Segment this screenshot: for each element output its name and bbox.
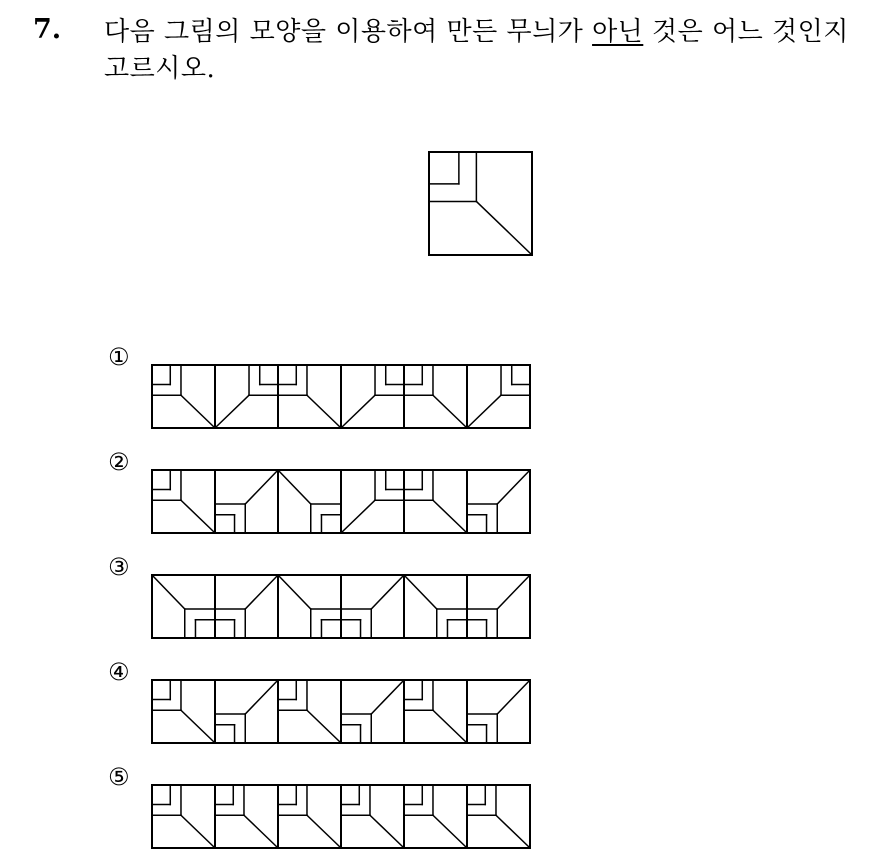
tile-line [371,575,404,609]
choice-number-1[interactable]: ① [108,343,130,371]
tile-line [341,500,375,533]
tile-line [215,395,249,428]
pattern-tile [341,365,404,428]
tile-line [467,395,501,428]
pattern-tile [278,680,341,743]
pattern-tile [341,680,404,743]
tile-line [496,815,530,848]
tile-line [433,395,467,428]
tile-line [244,815,278,848]
choice-pattern-4 [152,680,530,743]
question-underlined-word: 아닌 [592,17,644,47]
pattern-tile [152,575,215,638]
pattern-tile [404,470,467,533]
choice-pattern-5 [152,785,530,848]
question-text-line2: 고르시오. [104,54,216,84]
pattern-tile [404,575,467,638]
pattern-tile [467,680,530,743]
pattern-tile [278,575,341,638]
reference-tile-shape [429,152,532,255]
tile-line [341,395,375,428]
pattern-tile [152,785,215,848]
tile-line [181,710,215,743]
pattern-tile [467,575,530,638]
reference-tile [429,152,532,255]
tile-line [181,395,215,428]
tile-line [370,815,404,848]
pattern-tile [278,785,341,848]
tile-line [181,500,215,533]
pattern-tile [215,365,278,428]
tile-line [404,575,437,609]
tile-line [278,575,311,609]
tile-line [245,680,278,714]
choice-number-4[interactable]: ④ [108,658,130,686]
choice-patterns [152,365,530,848]
pattern-tile [215,470,278,533]
tile-line [307,815,341,848]
question-text-part1: 다음 그림의 모양을 이용하여 만든 무늬가 [104,17,593,47]
tile-line [433,710,467,743]
tile-line [371,680,404,714]
tile-line [433,500,467,533]
question-number: 7. [33,14,62,45]
pattern-tile [152,470,215,533]
choice-pattern-3 [152,575,530,638]
tile-line [497,680,530,714]
choice-pattern-2 [152,470,530,533]
choice-number-3[interactable]: ③ [108,553,130,581]
tile-line [433,815,467,848]
tile-line [307,710,341,743]
pattern-tile [341,575,404,638]
tile-line [307,395,341,428]
pattern-tile [404,680,467,743]
pattern-tile [467,470,530,533]
pattern-tile [467,365,530,428]
tile-line [245,470,278,504]
pattern-tile [215,575,278,638]
choice-pattern-1 [152,365,530,428]
pattern-tile [341,785,404,848]
pattern-tile [404,365,467,428]
choice-number-5[interactable]: ⑤ [108,763,130,791]
pattern-tile [215,785,278,848]
tile-line [497,470,530,504]
question-text-part2: 것은 어느 것인지 [643,17,849,47]
pattern-tile [278,470,341,533]
pattern-tile [404,785,467,848]
tile-line [497,575,530,609]
tile-line [476,201,532,255]
tile-line [245,575,278,609]
tile-line [278,470,311,504]
tile-line [152,575,185,609]
pattern-tile [341,470,404,533]
pattern-tile [152,680,215,743]
choice-number-2[interactable]: ② [108,448,130,476]
pattern-tile [152,365,215,428]
tile-line [181,815,215,848]
pattern-tile [215,680,278,743]
pattern-tile [467,785,530,848]
pattern-tile [278,365,341,428]
